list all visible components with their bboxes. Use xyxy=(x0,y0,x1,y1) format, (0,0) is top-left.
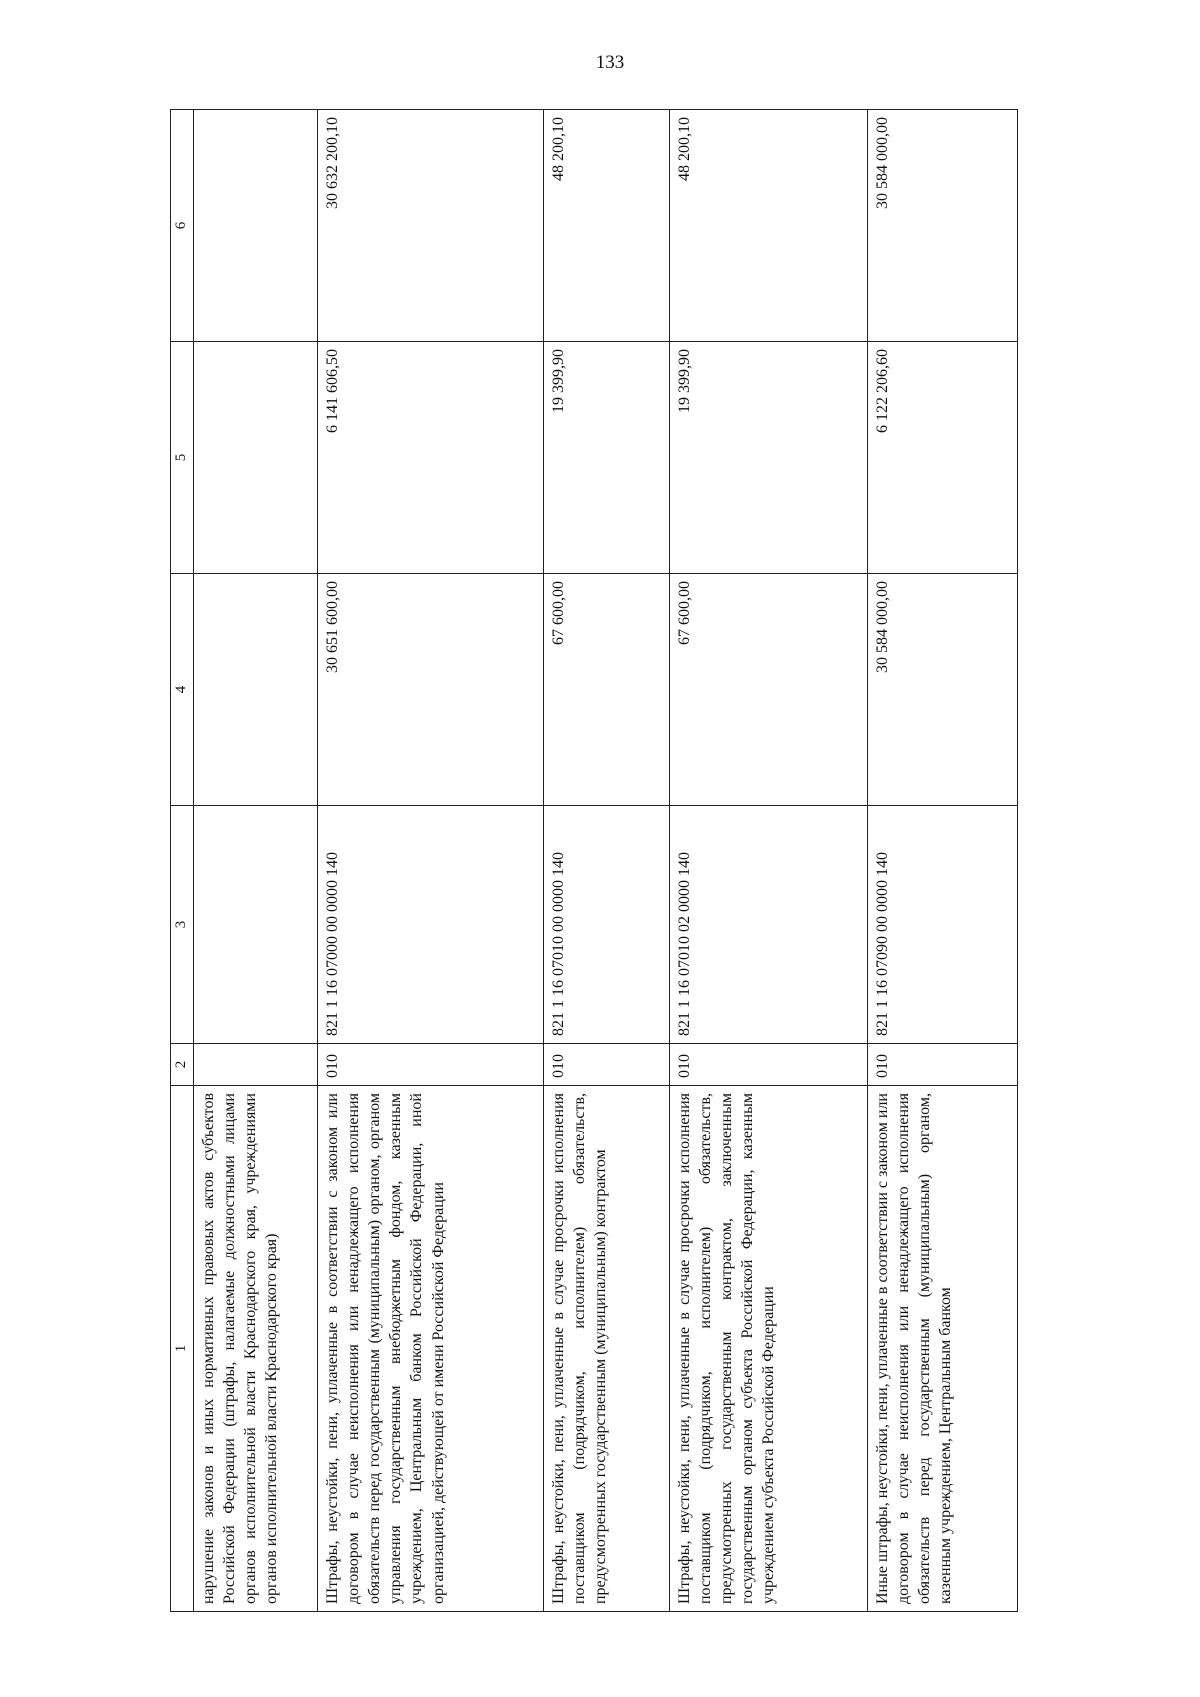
row-kbk: 821 1 16 07000 00 0000 140 xyxy=(318,806,544,1044)
page-number: 133 xyxy=(595,52,625,73)
row-value-col4 xyxy=(194,574,318,806)
row-code: 010 xyxy=(318,1044,544,1086)
header-col-1: 1 xyxy=(171,1086,194,1612)
row-value-col4: 67 600,00 xyxy=(670,574,868,806)
table-row xyxy=(194,110,318,1612)
row-kbk: 821 1 16 07010 00 0000 140 xyxy=(544,806,670,1044)
row-value-col5: 19 399,90 xyxy=(544,342,670,574)
row-value-col4: 30 651 600,00 xyxy=(318,574,544,806)
row-value-col6: 48 200,10 xyxy=(544,110,670,342)
table-row xyxy=(868,110,1018,1612)
row-value-col5: 6 122 206,60 xyxy=(868,342,1018,574)
row-code: 010 xyxy=(544,1044,670,1086)
table-row xyxy=(670,110,868,1612)
row-value-col6: 30 632 200,10 xyxy=(318,110,544,342)
row-code: 010 xyxy=(868,1044,1018,1086)
row-description: Штрафы, неустойки, пени, уплаченные в случае просрочки исполнения поставщиком (подрядчиком, исполнителем) обязательств, предусмотренных государственным (муниципальным) контрактом xyxy=(544,1086,670,1612)
header-col-5: 5 xyxy=(171,342,194,574)
revenue-table xyxy=(170,109,1018,1612)
header-col-6: 6 xyxy=(171,110,194,342)
row-value-col5: 19 399,90 xyxy=(670,342,868,574)
row-value-col5 xyxy=(194,342,318,574)
row-value-col4: 67 600,00 xyxy=(544,574,670,806)
row-value-col6: 30 584 000,00 xyxy=(868,110,1018,342)
row-description: Штрафы, неустойки, пени, уплаченные в случае просрочки исполнения поставщиком (подрядчиком, исполнителем) обязательств, предусмотренных государственным контрактом, заключенным государственным органом субъекта Российской Федерации, казенным учреждением субъекта Российской Федерации xyxy=(670,1086,868,1612)
row-value-col6: 48 200,10 xyxy=(670,110,868,342)
row-value-col4: 30 584 000,00 xyxy=(868,574,1018,806)
table-row xyxy=(318,110,544,1612)
row-value-col6 xyxy=(194,110,318,342)
table-header-row xyxy=(171,110,194,1612)
row-kbk: 821 1 16 07010 02 0000 140 xyxy=(670,806,868,1044)
row-kbk: 821 1 16 07090 00 0000 140 xyxy=(868,806,1018,1044)
row-value-col5: 6 141 606,50 xyxy=(318,342,544,574)
header-col-3: 3 xyxy=(171,806,194,1044)
row-kbk xyxy=(194,806,318,1044)
rotated-table-wrapper xyxy=(170,110,1018,1612)
row-description: Иные штрафы, неустойки, пени, уплаченные в соответствии с законом или договором в случае неисполнения или ненадлежащего исполнения обязательств перед государственным (муниципальным) органом, казенным учреждением, Центральным банком xyxy=(868,1086,1018,1612)
row-code xyxy=(194,1044,318,1086)
header-col-2: 2 xyxy=(171,1044,194,1086)
table-row xyxy=(544,110,670,1612)
header-col-4: 4 xyxy=(171,574,194,806)
row-code: 010 xyxy=(670,1044,868,1086)
row-description: Штрафы, неустойки, пени, уплаченные в соответствии с законом или договором в случае неисполнения или ненадлежащего исполнения обязательств перед государственным (муниципальным) органом, органом управления государственным внебюджетным фондом, казенным учреждением, Центральным банком Российской Федерации, иной организацией, действующей от имени Российской Федерации xyxy=(318,1086,544,1612)
row-description: нарушение законов и иных нормативных правовых актов субъектов Российской Федерации (штрафы, налагаемые должностными лицами органов исполнительной власти Краснодарского края, учреждениями органов исполнительной власти Краснодарского края) xyxy=(194,1086,318,1612)
